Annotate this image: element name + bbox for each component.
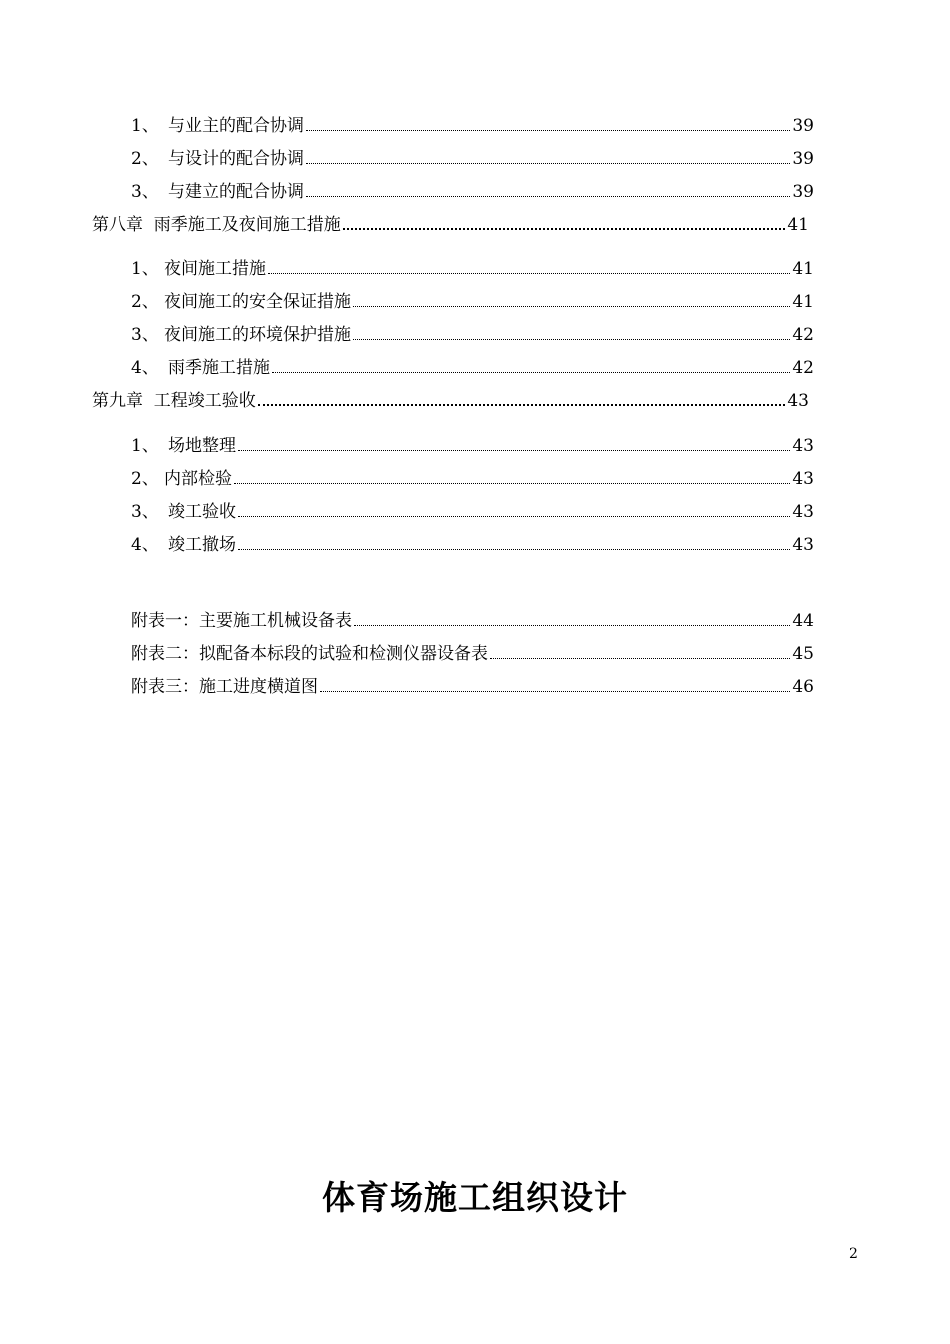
document-title: 体育场施工组织设计 [322,1178,628,1217]
toc-entry-number: 2、 [131,469,159,489]
toc-entry[interactable] [131,501,814,523]
toc-appendix-page: 45 [792,644,814,664]
toc-appendix[interactable] [131,676,814,698]
dot-leader [353,306,790,307]
toc-entry-page: 39 [792,182,814,202]
toc-entry[interactable] [131,115,814,137]
toc-entry-label: 雨季施工措施 [168,358,270,378]
toc-entry[interactable] [131,258,814,280]
toc-entry-number: 4、 [131,358,159,378]
toc-appendix[interactable] [131,610,814,632]
dot-leader [354,625,790,626]
toc-entry-number: 3、 [131,182,159,202]
dot-leader [258,404,786,406]
dot-leader [268,273,790,274]
toc-entry[interactable] [131,534,814,556]
toc-entry-label: 竣工验收 [168,502,236,522]
toc-entry-label: 竣工撤场 [168,535,236,555]
toc-entry-page: 43 [792,469,814,489]
toc-entry-page: 42 [792,325,814,345]
dot-leader [234,483,790,484]
toc-entry-label: 夜间施工措施 [164,259,266,279]
toc-entry[interactable] [131,435,814,457]
dot-leader [238,450,790,451]
toc-entry-label: 内部检验 [164,469,232,489]
toc-entry-label: 与设计的配合协调 [168,149,304,169]
toc-entry-page: 43 [792,436,814,456]
toc-chapter-8[interactable] [92,214,809,236]
dot-leader [320,691,790,692]
toc-entry-number: 3、 [131,325,159,345]
toc-appendix[interactable] [131,643,814,665]
toc-entry-page: 39 [792,149,814,169]
toc-appendix-page: 46 [792,677,814,697]
toc-entry-page: 41 [792,259,814,279]
toc-entry-number: 2、 [131,292,159,312]
toc-appendix-label: 附表一：主要施工机械设备表 [131,611,352,631]
dot-leader [238,516,790,517]
dot-leader [343,228,786,230]
toc-entry-number: 4、 [131,535,159,555]
toc-entry[interactable] [131,468,814,490]
dot-leader [238,549,790,550]
toc-entry-label: 场地整理 [168,436,236,456]
toc-entry-number: 2、 [131,149,159,169]
dot-leader [306,130,790,131]
toc-entry-number: 1、 [131,259,159,279]
toc-entry-label: 与业主的配合协调 [168,116,304,136]
toc-entry-page: 43 [792,502,814,522]
toc-entry[interactable] [131,181,814,203]
toc-chapter-page: 41 [787,215,809,235]
toc-appendix-label: 附表二：拟配备本标段的试验和检测仪器设备表 [131,644,488,664]
dot-leader [272,372,790,373]
toc-entry[interactable] [131,324,814,346]
toc-chapter-label: 第九章 工程竣工验收 [92,391,256,411]
toc-entry[interactable] [131,291,814,313]
toc-entry-page: 43 [792,535,814,555]
toc-entry-page: 39 [792,116,814,136]
toc-entry-page: 41 [792,292,814,312]
toc-entry-page: 42 [792,358,814,378]
toc-chapter-9[interactable] [92,390,809,412]
toc-appendix-page: 44 [792,611,814,631]
toc-chapter-page: 43 [787,391,809,411]
dot-leader [353,339,790,340]
toc-entry-number: 1、 [131,116,159,136]
toc-entry-number: 1、 [131,436,159,456]
toc-entry[interactable] [131,148,814,170]
toc-entry-number: 3、 [131,502,159,522]
dot-leader [306,196,790,197]
toc-entry-label: 夜间施工的安全保证措施 [164,292,351,312]
dot-leader [490,658,790,659]
page-number: 2 [849,1246,858,1262]
dot-leader [306,163,790,164]
toc-entry-label: 与建立的配合协调 [168,182,304,202]
toc-appendix-label: 附表三：施工进度横道图 [131,677,318,697]
toc-entry-label: 夜间施工的环境保护措施 [164,325,351,345]
toc-entry[interactable] [131,357,814,379]
toc-chapter-label: 第八章 雨季施工及夜间施工措施 [92,215,341,235]
